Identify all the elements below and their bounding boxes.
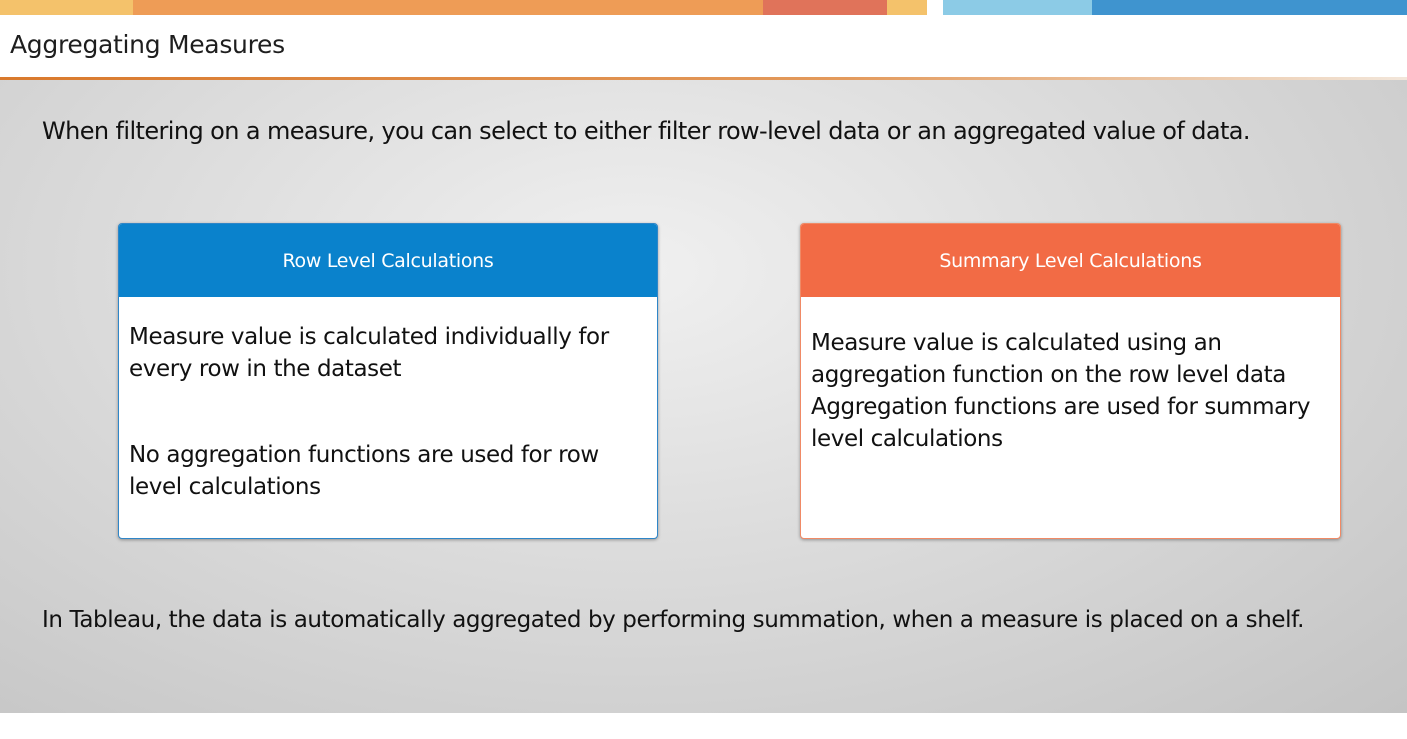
color-segment — [1092, 0, 1407, 15]
row-level-card-title: Row Level Calculations — [282, 249, 494, 272]
summary-level-card-body — [801, 327, 1340, 455]
summary-level-card — [800, 223, 1341, 539]
row-level-card-body — [119, 321, 657, 503]
color-segment — [887, 0, 927, 15]
slide-content — [0, 80, 1407, 713]
bottom-bar — [0, 713, 1407, 739]
row-level-point-1: Measure value is calculated individually for every row in the dataset — [129, 324, 609, 382]
row-level-card-header — [119, 224, 657, 297]
color-segment — [927, 0, 943, 15]
summary-level-point-2: Aggregation functions are used for summary level calculations — [811, 394, 1311, 452]
color-segment — [943, 0, 1092, 15]
summary-level-card-title: Summary Level Calculations — [939, 249, 1202, 272]
row-level-card — [118, 223, 658, 539]
intro-text: When filtering on a measure, you can select to either filter row-level data or an aggregated value of data. — [42, 117, 1250, 145]
color-segment — [0, 0, 133, 15]
title-area — [0, 15, 1407, 77]
color-segment — [133, 0, 763, 15]
color-segment — [763, 0, 887, 15]
outro-text: In Tableau, the data is automatically aggregated by performing summation, when a measure is placed on a shelf. — [42, 607, 1305, 633]
slide-title: Aggregating Measures — [10, 30, 285, 59]
top-color-bar — [0, 0, 1407, 15]
row-level-point-2: No aggregation functions are used for row level calculations — [129, 442, 599, 500]
summary-level-card-header — [801, 224, 1340, 297]
summary-level-point-1: Measure value is calculated using an aggregation function on the row level data — [811, 330, 1286, 388]
